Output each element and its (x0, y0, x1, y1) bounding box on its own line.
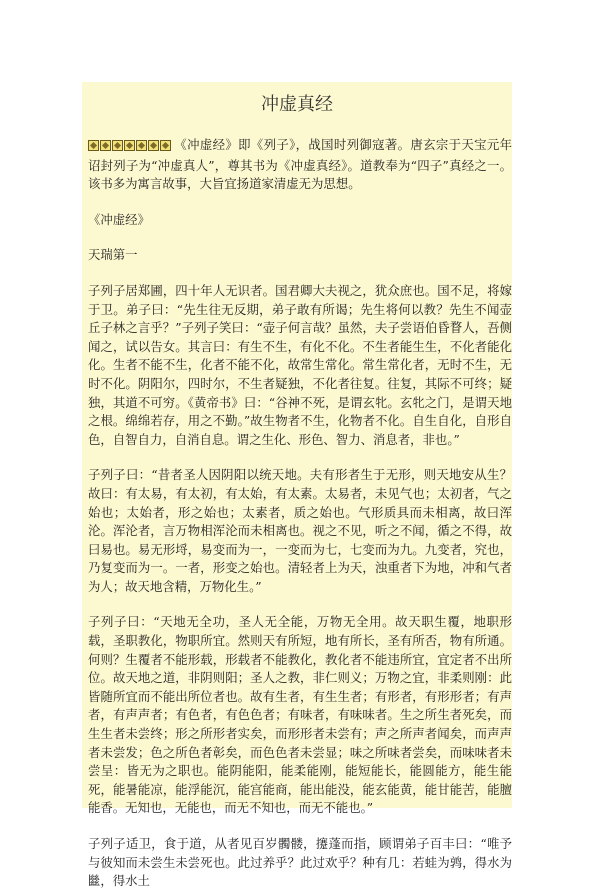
decorative-icon-row (88, 138, 172, 157)
body-paragraph: 子列子居郑圃，四十年人无识者。国君卿大夫视之，犹众庶也。国不足，将嫁于卫。弟子曰：“先生往无反期，弟子敢有所谒；先生将何以教？先生不闻壶丘子林之言乎？”子列子笑曰：“壶子何言哉？虽然，夫子尝语伯昏瞀人，吾侧闻之，试以告女。其言曰：有生不生，有化不化。不生者能生生，不化者能化化。生者不能不生，化者不能不化，故常生常化。常生常化者，无时不生，无时不化。阴阳尔，四时尔，不生者疑独，不化者往复。往复，其际不可终；疑独，其道不可穷。《黄帝书》曰：“谷神不死，是谓玄牝。玄牝之门，是谓天地之根。绵绵若存，用之不勤。”故生物者不生，化物者不化。自生自化，自形自色，自智自力，自消自息。谓之生化、形色、智力、消息者，非也。” (88, 282, 512, 447)
body-paragraph: 子列子适卫，食于道，从者见百岁髑髅，攓蓬而指，顾谓弟子百丰曰：“唯予与彼知而未尝生未尝死也。此过养乎？此过欢乎？种有几：若蛙为鹑，得水为㡭，得水土 (88, 836, 512, 889)
document-page (82, 82, 512, 889)
intro-text: 《冲虚经》即《列子》，战国时列御寇著。唐玄宗于天宝元年诏封列子为“冲虚真人”，尊其书为《冲虚真经》。道教奉为“四子”真经之一。该书多为寓言故事，大旨宜扬道家清虚无为思想。 (88, 137, 512, 192)
intro-paragraph (88, 136, 512, 194)
section-heading: 《冲虚经》 (88, 211, 150, 227)
chapter-heading: 天瑞第一 (88, 247, 138, 263)
ornament-icon (136, 140, 147, 151)
page-title: 冲虚真经 (261, 94, 333, 115)
document-body (82, 136, 512, 891)
ornament-icon (124, 140, 135, 151)
body-paragraph: 子列子曰：“昔者圣人因阴阳以统天地。夫有形者生于无形，则天地安从生？故曰：有太易，有太初，有太始，有太素。太易者，未见气也；太初者，气之始也；太始者，形之始也；太素者，质之始也。气形质具而未相离，故曰浑沦。浑沦者，言万物相浑沦而未相离也。视之不见，听之不闻，循之不得，故曰易也。易无形埒，易变而为一，一变而为七，七变而为九。九变者，究也，乃复变而为一。一者，形变之始也。清轻者上为天，浊重者下为地，冲和气者为人；故天地含精，万物化生。” (88, 467, 512, 594)
body-paragraph: 子列子曰：“天地无全功，圣人无全能，万物无全用。故天职生覆，地职形载，圣职教化，物职所宜。然则天有所短，地有所长，圣有所否，物有所通。何则？生覆者不能形载，形载者不能教化，教化者不能违所宜，宜定者不出所位。故天地之道，非阴则阳；圣人之教，非仁则义；万物之宜，非柔则刚：此皆随所宜而不能出所位者也。故有生者，有生生者；有形者，有形形者；有声者，有声声者；有色者，有色色者；有味者，有味味者。生之所生者死矣，而生生者未尝终；形之所形者实矣，而形形者未尝有；声之所声者闻矣，而声声者未尝发；色之所色者彰矣，而色色者未尝显；味之所味者尝矣，而味味者未尝呈：皆无为之职也。能阴能阳，能柔能刚，能短能长，能圆能方，能生能死，能暑能凉，能浮能沉，能宫能商，能出能没，能玄能黄，能甘能苦，能膻能香。无知也，无能也，而无不知也，而无不能也。” (88, 614, 512, 816)
ornament-icon (100, 140, 111, 151)
ornament-icon (88, 140, 99, 151)
ornament-icon (160, 140, 171, 151)
ornament-icon (148, 140, 159, 151)
ornament-icon (112, 140, 123, 151)
